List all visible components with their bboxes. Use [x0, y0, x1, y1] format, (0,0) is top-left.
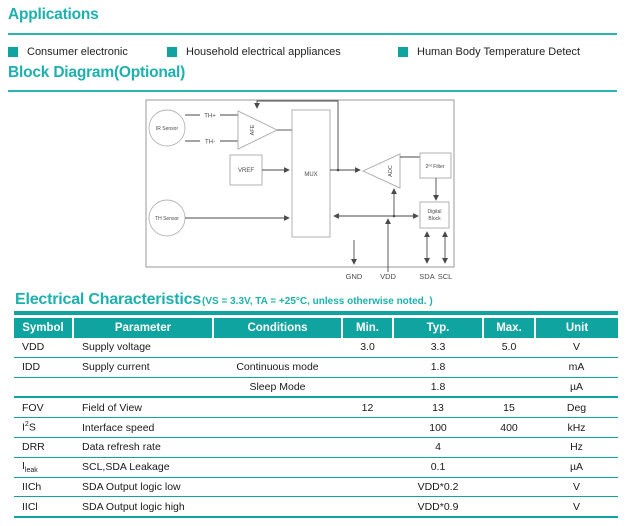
col-header-unit: Unit — [535, 318, 618, 338]
th-minus-label: TH- — [205, 139, 215, 146]
parameter-cell — [73, 377, 213, 397]
conditions-cell: Sleep Mode — [213, 377, 342, 397]
digital-block-label-line1: Digital — [427, 209, 442, 215]
col-header-parameter: Parameter — [73, 318, 213, 338]
conditions-cell — [213, 497, 342, 517]
symbol-cell: VDD — [14, 338, 73, 357]
parameter-cell: Data refresh rate — [73, 437, 213, 457]
th-plus-label: TH+ — [204, 113, 216, 120]
symbol-cell: DRR — [14, 437, 73, 457]
max-cell — [483, 497, 535, 517]
parameter-cell: SDA Output logic low — [73, 477, 213, 497]
max-cell — [483, 377, 535, 397]
table-row — [14, 477, 618, 497]
table-row — [14, 397, 618, 417]
col-header-max: Max. — [483, 318, 535, 338]
min-cell — [342, 497, 393, 517]
symbol-cell: IDD — [14, 357, 73, 377]
typ-cell: 1.8 — [393, 357, 483, 377]
unit-cell: Deg — [535, 397, 618, 417]
max-cell: 400 — [483, 418, 535, 438]
unit-cell: V — [535, 477, 618, 497]
unit-cell: Hz — [535, 437, 618, 457]
conditions-cell — [213, 397, 342, 417]
afe-label: AFE — [250, 124, 256, 136]
symbol-cell: IICh — [14, 477, 73, 497]
application-item-label: Human Body Temperature Detect — [417, 46, 581, 58]
max-cell — [483, 457, 535, 477]
typ-cell: 1.8 — [393, 377, 483, 397]
col-header-typ: Typ. — [393, 318, 483, 338]
conditions-cell: Continuous mode — [213, 357, 342, 377]
electrical-characteristics-conditions: (VS = 3.3V, TA = +25°C, unless otherwise noted. ) — [202, 296, 433, 307]
min-cell — [342, 377, 393, 397]
conditions-cell — [213, 457, 342, 477]
electrical-characteristics-table — [14, 311, 618, 518]
symbol-cell: $I_{leak}$ — [14, 457, 73, 477]
max-cell — [483, 437, 535, 457]
junction-dot — [393, 215, 396, 218]
application-item-label: Consumer electronic — [27, 46, 128, 58]
max-cell — [483, 357, 535, 377]
min-cell: 12 — [342, 397, 393, 417]
scl-pin-label: SCL — [437, 272, 453, 281]
th-sensor-label: TH Sensor — [155, 216, 179, 222]
table-top-border — [14, 311, 618, 315]
parameter-cell: Supply current — [73, 357, 213, 377]
mux-label: MUX — [304, 172, 318, 178]
conditions-cell — [213, 418, 342, 438]
digital-block-label-line2: Block — [428, 216, 441, 222]
conditions-cell — [213, 437, 342, 457]
min-cell — [342, 457, 393, 477]
unit-cell: µA — [535, 457, 618, 477]
min-cell — [342, 437, 393, 457]
min-cell — [342, 357, 393, 377]
digital-block — [420, 202, 449, 228]
unit-cell: kHz — [535, 418, 618, 438]
symbol-cell: $I^2S$ — [14, 418, 73, 438]
min-cell — [342, 477, 393, 497]
col-header-min: Min. — [342, 318, 393, 338]
symbol-cell: IICl — [14, 497, 73, 517]
table-row — [14, 437, 618, 457]
max-cell — [483, 477, 535, 497]
typ-cell: VDD*0.2 — [393, 477, 483, 497]
electrical-characteristics-heading — [15, 291, 433, 309]
symbol-cell — [14, 377, 73, 397]
parameter-cell: SCL,SDA Leakage — [73, 457, 213, 477]
vref-label: VREF — [237, 168, 255, 174]
table-row — [14, 377, 618, 397]
application-item-label: Household electrical appliances — [186, 46, 341, 58]
sda-pin-label: SDA — [419, 272, 435, 281]
table-row — [14, 497, 618, 517]
max-cell: 5.0 — [483, 338, 535, 357]
min-cell — [342, 418, 393, 438]
typ-cell: 3.3 — [393, 338, 483, 357]
parameter-cell: Interface speed — [73, 418, 213, 438]
table-row — [14, 357, 618, 377]
electrical-characteristics-title: Electrical Characteristics — [15, 291, 202, 308]
table-row — [14, 457, 618, 477]
applications-heading: Applications — [8, 6, 99, 23]
symbol-cell: FOV — [14, 397, 73, 417]
vdd-pin-label: VDD — [380, 272, 396, 281]
block-diagram-heading: Block Diagram(Optional) — [8, 64, 186, 81]
unit-cell: V — [535, 497, 618, 517]
typ-cell: 100 — [393, 418, 483, 438]
typ-cell: VDD*0.9 — [393, 497, 483, 517]
second-filter-label: 2ndFilter — [425, 163, 445, 170]
parameter-cell: SDA Output logic high — [73, 497, 213, 517]
max-cell: 15 — [483, 397, 535, 417]
typ-cell: 4 — [393, 437, 483, 457]
unit-cell: V — [535, 338, 618, 357]
unit-cell: mA — [535, 357, 618, 377]
col-header-symbol: Symbol — [14, 318, 73, 338]
afe-amplifier-block — [238, 111, 277, 149]
gnd-pin-label: GND — [345, 272, 363, 281]
adc-block — [363, 154, 400, 188]
ir-sensor-label: IR Sensor — [155, 126, 179, 132]
conditions-cell — [213, 338, 342, 357]
table-row — [14, 338, 618, 357]
parameter-cell: Supply voltage — [73, 338, 213, 357]
typ-cell: 0.1 — [393, 457, 483, 477]
table-header-row — [14, 318, 618, 338]
unit-cell: µA — [535, 377, 618, 397]
table-row — [14, 418, 618, 438]
col-header-conditions: Conditions — [213, 318, 342, 338]
conditions-cell — [213, 477, 342, 497]
parameter-cell: Field of View — [73, 397, 213, 417]
min-cell: 3.0 — [342, 338, 393, 357]
typ-cell: 13 — [393, 397, 483, 417]
adc-label: ADC — [388, 165, 394, 177]
